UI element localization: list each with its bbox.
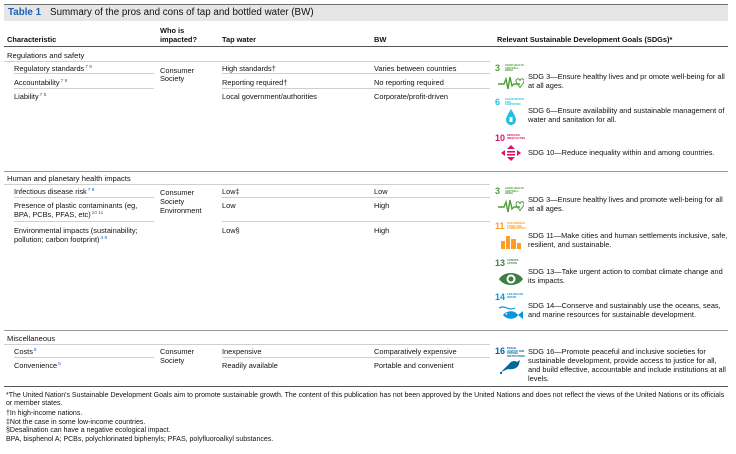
footnote-star: *The United Nation's Sustainable Development Goals aim to promote sustainable growth. The content of this publication has not been approved by the United Nations and does not reflect the views of the United Nations or its officials or member states. bbox=[6, 392, 725, 408]
bw-value: High bbox=[374, 226, 390, 235]
row-label-environmental-line1: Environmental impacts (sustainability; bbox=[14, 226, 138, 235]
section-rule bbox=[4, 330, 728, 331]
bw-value: High bbox=[374, 201, 390, 210]
table-title-bar bbox=[4, 4, 728, 21]
row-label-accountability: Accountability$^{7 8}$ bbox=[14, 78, 68, 87]
bw-value: Varies between countries bbox=[374, 64, 457, 73]
sdg3-text: SDG 3—Ensure healthy lives and promote well-being for all at all ages. bbox=[528, 195, 723, 214]
header-who-line2: impacted? bbox=[160, 35, 197, 44]
sdg13-text: SDG 13—Take urgent action to combat climate change and its impacts. bbox=[528, 267, 723, 286]
who-society: Society bbox=[160, 74, 185, 83]
buildings-icon bbox=[498, 233, 524, 249]
who-consumer: Consumer bbox=[160, 347, 195, 356]
row-rule bbox=[222, 73, 490, 74]
row-label-infectious: Infectious disease risk$^{7 8}$ bbox=[14, 187, 95, 196]
sdg3-text: SDG 3—Ensure healthy lives and pr omote well-being for all at all ages. bbox=[528, 72, 725, 91]
bw-value: Corporate/profit-driven bbox=[374, 92, 448, 101]
tap-value: Low bbox=[222, 201, 236, 210]
header-characteristic: Characteristic bbox=[7, 35, 57, 44]
tap-value: High standards† bbox=[222, 64, 276, 73]
tap-value: Low§ bbox=[222, 226, 240, 235]
heartbeat-icon bbox=[498, 198, 524, 214]
bw-value: Portable and convenient bbox=[374, 361, 454, 370]
tap-value: Local government/authorities bbox=[222, 92, 317, 101]
footnote-abbreviations: BPA, bisphenol A; PCBs, polychlorinated biphenyls; PFAS, polyfluoroalkyl substances. bbox=[6, 435, 274, 443]
eye-globe-icon bbox=[498, 270, 524, 286]
header-tap: Tap water bbox=[222, 35, 256, 44]
row-label-convenience: Convenience$^5$ bbox=[14, 361, 61, 370]
sdg11-text: SDG 11—Make cities and human settlements inclusive, safe, resilient, and sustainable. bbox=[528, 231, 728, 250]
row-rule bbox=[222, 197, 490, 198]
row-label-plastic-line1: Presence of plastic contaminants (eg, bbox=[14, 201, 138, 210]
row-label-environmental-line2: pollution; carbon footprint)$^{4 6}$ bbox=[14, 235, 108, 244]
row-rule bbox=[14, 221, 154, 222]
sdg16-text: SDG 16—Promote peaceful and inclusive societies for sustainable development, provide access to justice for all, and build effective, accountable and include institutions at all levels. bbox=[528, 347, 726, 384]
bw-value: No reporting required bbox=[374, 78, 444, 87]
section-rule bbox=[4, 171, 728, 172]
row-label-liability: Liability$^{7 8}$ bbox=[14, 92, 47, 101]
sdg10-text: SDG 10—Reduce inequality within and among countries. bbox=[528, 148, 715, 157]
row-rule bbox=[222, 221, 490, 222]
sdg14-text: SDG 14—Conserve and sustainably use the oceans, seas, and marine resources for sustainable development. bbox=[528, 301, 721, 320]
row-rule bbox=[14, 357, 154, 358]
sdg6-text: SDG 6—Ensure availability and sustainable management of water and sanitation for all. bbox=[528, 106, 725, 125]
row-label-regulatory: Regulatory standards$^{7 8}$ bbox=[14, 64, 92, 73]
section-title-misc: Miscellaneous bbox=[7, 334, 56, 343]
tap-value: Inexpensive bbox=[222, 347, 262, 356]
who-environment: Environment bbox=[160, 206, 202, 215]
fish-icon bbox=[498, 304, 524, 320]
header-who-line1: Who is bbox=[160, 26, 185, 35]
who-society: Society bbox=[160, 197, 185, 206]
footnote-ddagger: ‡Not the case in some low-income countries. bbox=[6, 418, 146, 426]
tap-value: Low‡ bbox=[222, 187, 240, 196]
header-bw: BW bbox=[374, 35, 387, 44]
water-drop-icon bbox=[498, 109, 524, 125]
section-rule bbox=[4, 184, 490, 185]
sdg3-icon: 3 GOOD HEALTH AND WELL-BEING bbox=[495, 187, 525, 215]
section-rule bbox=[4, 61, 490, 62]
sdg10-icon: 10 REDUCED INEQUALITIES bbox=[495, 134, 525, 162]
section-title-health: Human and planetary health impacts bbox=[7, 174, 131, 183]
row-rule bbox=[222, 88, 490, 89]
header-rule bbox=[4, 46, 728, 47]
section-title-regulations: Regulations and safety bbox=[7, 51, 85, 60]
footnote-dagger: †In high-income nations. bbox=[6, 410, 83, 417]
tap-value: Reporting required† bbox=[222, 78, 288, 87]
tap-value: Readily available bbox=[222, 361, 278, 370]
who-society: Society bbox=[160, 356, 185, 365]
row-rule bbox=[14, 73, 154, 74]
sdg11-icon: 11 SUSTAINABLE CITIES AND COMMUNITIES bbox=[495, 222, 525, 250]
sdg6-icon: 6 CLEAN WATER AND SANITATION bbox=[495, 98, 525, 126]
sdg16-icon: 16 PEACE, JUSTICE AND STRONG INSTITUTIONS bbox=[495, 347, 525, 375]
row-rule bbox=[222, 357, 490, 358]
bw-value: Comparatively expensive bbox=[374, 347, 457, 356]
who-consumer: Consumer bbox=[160, 188, 195, 197]
row-rule bbox=[14, 197, 154, 198]
section-rule bbox=[4, 344, 490, 345]
footnote-section: §Desalination can have a negative ecological impact. bbox=[6, 427, 171, 434]
table-bottom-rule bbox=[4, 386, 728, 387]
equality-icon bbox=[498, 145, 524, 161]
row-label-costs: Costs$^5$ bbox=[14, 347, 37, 356]
row-label-plastic-line2: BPA, PCBs, PFAS, etc)$^{10 11}$ bbox=[14, 210, 104, 219]
bw-value: Low bbox=[374, 187, 388, 196]
sdg3-icon: 3 GOOD HEALTH AND WELL-BEING bbox=[495, 64, 525, 92]
dove-icon bbox=[498, 358, 524, 374]
header-sdgs: Relevant Sustainable Development Goals (SDGs)* bbox=[497, 35, 673, 44]
who-consumer: Consumer bbox=[160, 66, 195, 75]
sdg13-icon: 13 CLIMATE ACTION bbox=[495, 259, 525, 287]
row-rule bbox=[14, 88, 154, 89]
heartbeat-icon bbox=[498, 75, 524, 91]
sdg14-icon: 14 LIFE BELOW WATER bbox=[495, 293, 525, 321]
table-title: Summary of the pros and cons of tap and bottled water (BW) bbox=[50, 7, 314, 19]
table-label: Table 1 bbox=[8, 7, 42, 19]
